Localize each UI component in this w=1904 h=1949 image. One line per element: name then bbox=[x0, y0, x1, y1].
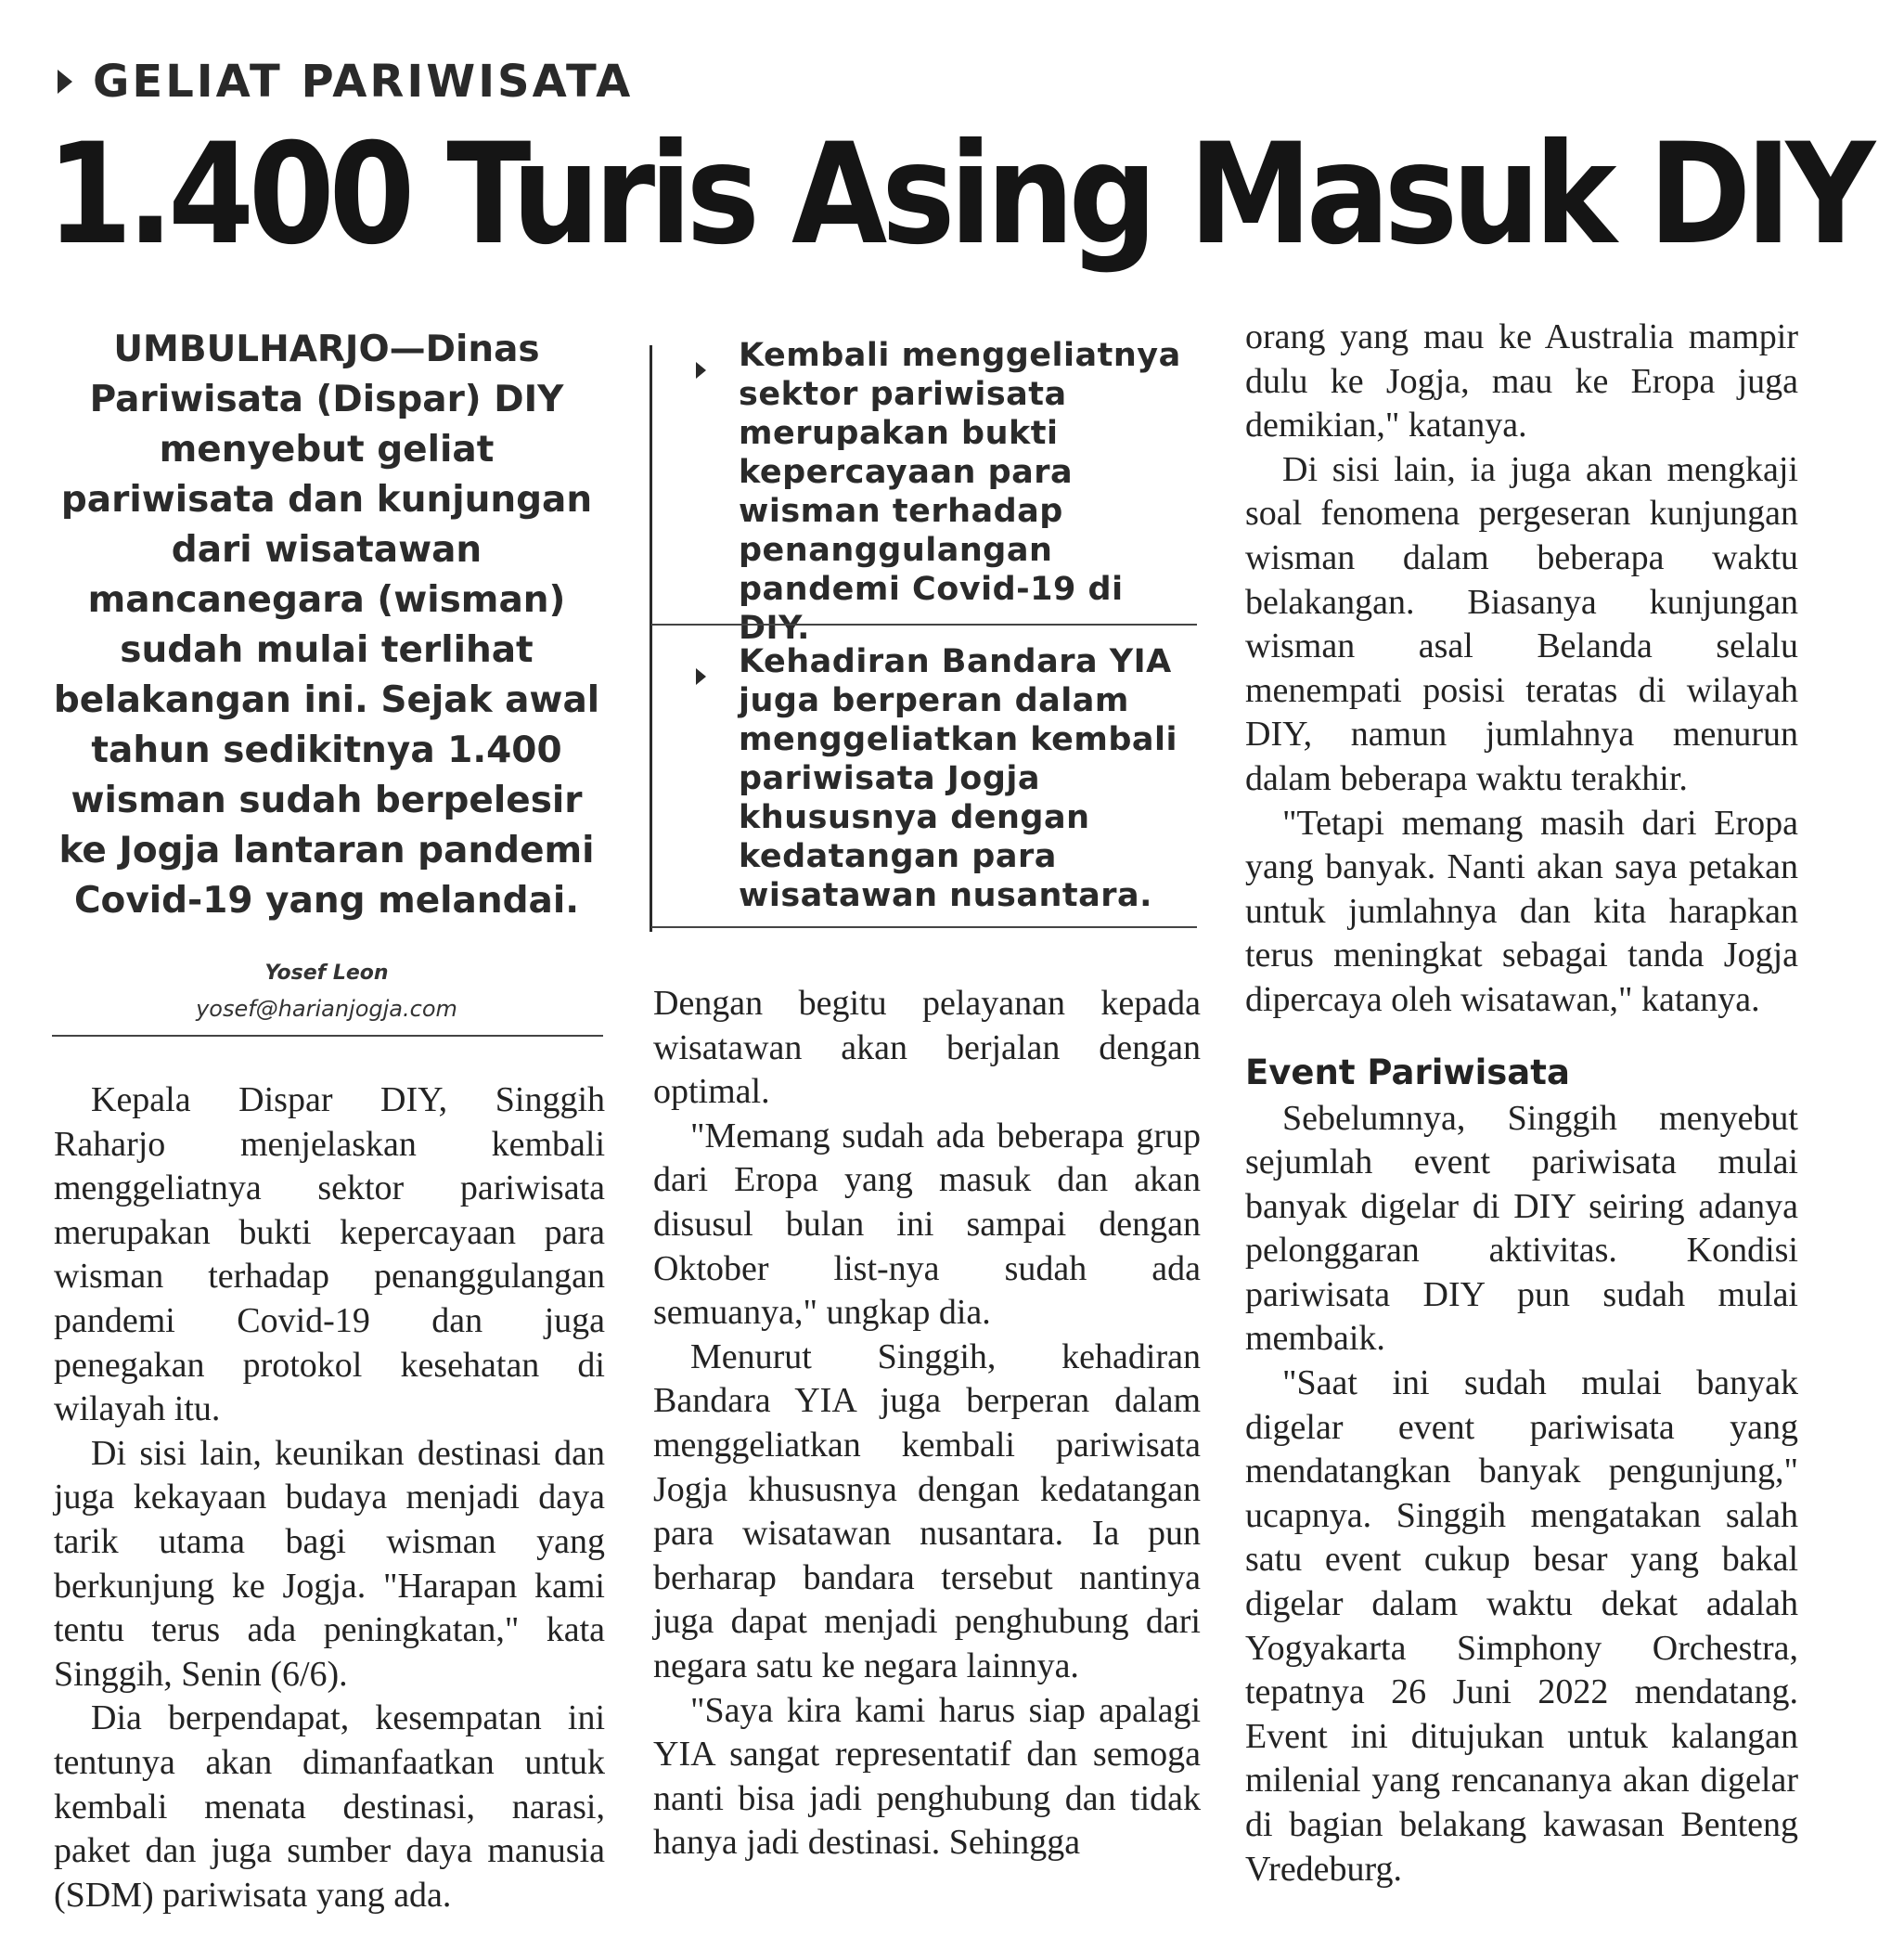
body-paragraph: Menurut Singgih, kehadiran Bandara YIA juga berperan dalam menggeliatkan kembali pariwisata Jogja khususnya dengan kedatangan para wisatawan nusantara. Ia pun berharap bandara tersebut nantinya juga dapat menjadi penghubung dari negara satu ke negara lainnya. bbox=[653, 1336, 1201, 1685]
section-rubric bbox=[58, 56, 633, 108]
rubric-label: GELIAT PARIWISATA bbox=[93, 56, 634, 108]
body-paragraph: Dia berpendapat, kesempatan ini tentunya akan dimanfaatkan untuk kembali menata destinasi, narasi, paket dan juga sumber daya manusia (SDM) pariwisata yang ada. bbox=[54, 1698, 605, 1915]
headline: 1.400 Turis Asing Masuk DIY bbox=[46, 114, 1870, 276]
body-paragraph: orang yang mau ke Australia mampir dulu ke Jogja, mau ke Eropa juga demikian," katanya. bbox=[1245, 317, 1798, 445]
highlight-text: Kembali menggeliatnya sektor pariwisata merupakan bukti kepercayaan para wisman terhadap penanggulangan pandemi Covid-19 di DIY. bbox=[739, 337, 1181, 647]
body-paragraph: "Memang sudah ada beberapa grup dari Eropa yang masuk dan akan disusul bulan ini sampai dengan Oktober list-nya sudah ada semuanya," ungkap dia. bbox=[653, 1116, 1201, 1333]
highlight-divider bbox=[651, 624, 1197, 626]
highlight-2 bbox=[651, 642, 1195, 915]
body-paragraph: "Tetapi memang masih dari Eropa yang banyak. Nanti akan saya petakan untuk jumlahnya dan kita harapkan terus meningkat sebagai tanda Jogja dipercaya oleh wisatawan," katanya. bbox=[1245, 803, 1798, 1019]
body-paragraph: Kepala Dispar DIY, Singgih Raharjo menjelaskan kembali menggeliatnya sektor pariwisata merupakan bukti kepercayaan para wisman terhadap penanggulangan pandemi Covid-19 dan juga penegakan protokol kesehatan di wilayah itu. bbox=[54, 1080, 605, 1429]
body-paragraph: Di sisi lain, keunikan destinasi dan juga kekayaan budaya menjadi daya tarik utama bagi wisman yang berkunjung ke Jogja. "Harapan kami tentu terus ada peningkatan," kata Singgih, Senin (6/6). bbox=[54, 1433, 605, 1694]
lede-paragraph: UMBULHARJO—Dinas Pariwisata (Dispar) DIY menyebut geliat pariwisata dan kunjungan dari wisatawan mancanegara (wisman) sudah mulai terlihat belakangan ini. Sejak awal tahun sedikitnya 1.400 wisman sudah berpelesir ke Jogja lantaran pandemi Covid-19 yang melandai. bbox=[53, 329, 600, 922]
column-1 bbox=[54, 1078, 605, 1917]
byline-divider bbox=[52, 1035, 603, 1037]
subheading: Event Pariwisata bbox=[1245, 1052, 1570, 1092]
column-2 bbox=[653, 982, 1201, 1865]
byline bbox=[48, 956, 605, 1026]
highlight-text: Kehadiran Bandara YIA juga berperan dalam menggeliatkan kembali pariwisata Jogja khususnya dengan kedatangan para wisatawan nusantara. bbox=[739, 643, 1178, 914]
column-3 bbox=[1245, 316, 1798, 1891]
highlight-divider bbox=[651, 926, 1197, 928]
author-email: yosef@harianjogja.com bbox=[196, 996, 457, 1022]
body-paragraph: "Saya kira kami harus siap apalagi YIA sangat representatif dan semoga nanti bisa jadi penghubung dan tidak hanya jadi destinasi. Sehingga bbox=[653, 1690, 1201, 1863]
author-name: Yosef Leon bbox=[264, 962, 389, 985]
body-paragraph: Sebelumnya, Singgih menyebut sejumlah event pariwisata mulai banyak digelar di DIY seiring adanya pelonggaran aktivitas. Kondisi pariwisata DIY pun sudah mulai membaik. bbox=[1245, 1098, 1798, 1359]
highlight-1 bbox=[651, 336, 1195, 648]
body-paragraph: "Saat ini sudah mulai banyak digelar event pariwisata yang mendatangkan banyak pengunjung," ucapnya. Singgih mengatakan salah satu event cukup besar yang bakal digelar dalam waktu dekat adalah Yogyakarta Simphony Orchestra, tepatnya 26 Juni 2022 mendatang. Event ini ditujukan untuk kalangan milenial yang rencananya akan digelar di bagian belakang kawasan Benteng Vredeburg. bbox=[1245, 1363, 1798, 1889]
play-triangle-icon bbox=[58, 70, 72, 94]
bullet-triangle-icon bbox=[696, 362, 706, 379]
body-paragraph: Dengan begitu pelayanan kepada wisatawan akan berjalan dengan optimal. bbox=[653, 984, 1201, 1112]
body-paragraph: Di sisi lain, ia juga akan mengkaji soal fenomena pergeseran kunjungan wisman dalam beberapa waktu belakangan. Biasanya kunjungan wisman asal Belanda selalu menempati posisi teratas di wilayah DIY, namun jumlahnya menurun dalam beberapa waktu terakhir. bbox=[1245, 449, 1798, 798]
bullet-triangle-icon bbox=[696, 668, 706, 685]
